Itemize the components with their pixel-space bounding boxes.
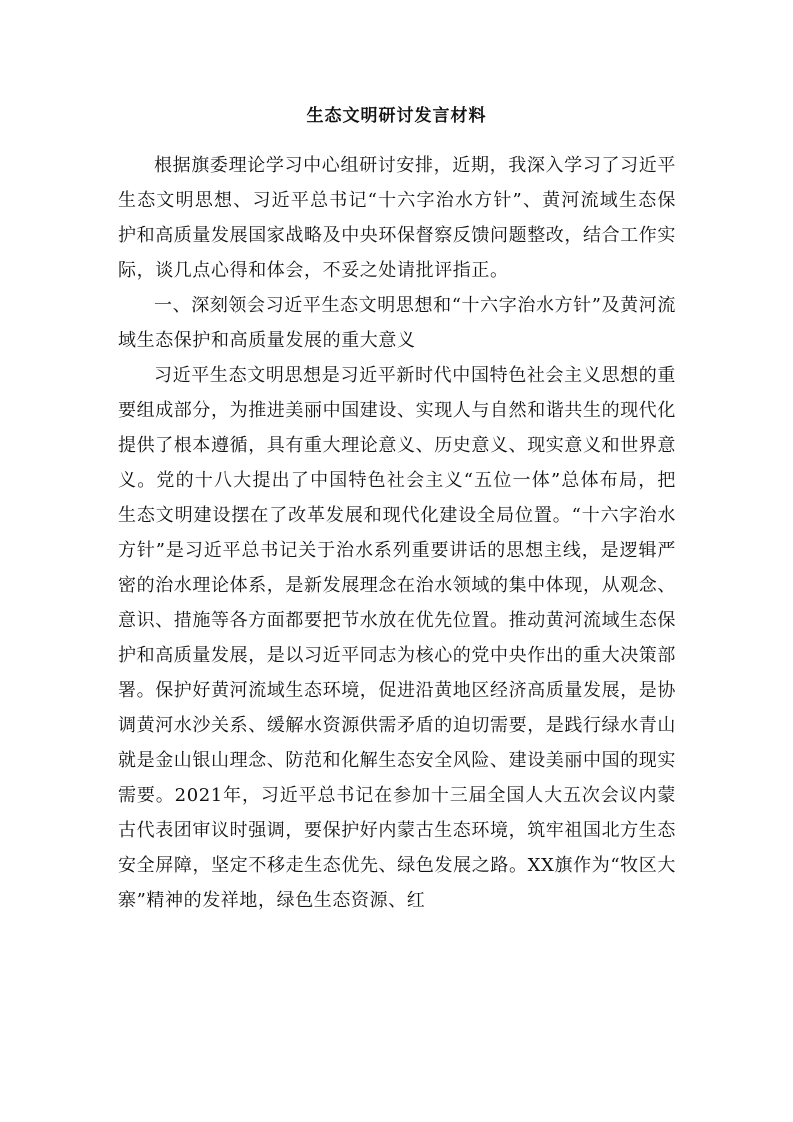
document-title: 生态文明研讨发言材料 (306, 106, 487, 126)
document-body (118, 148, 676, 918)
section-heading-1: 一、深刻领会习近平生态文明思想和“十六字治水方针”及黄河流域生态保护和高质量发展的重大意义 (118, 295, 676, 351)
paragraph-body: 习近平生态文明思想是习近平新时代中国特色社会主义思想的重要组成部分，为推进美丽中国建设、实现人与自然和谐共生的现代化提供了根本遵循，具有重大理论意义、历史意义、现实意义和世界意义。党的十八大提出了中国特色社会主义“五位一体”总体布局，把生态文明建设摆在了改革发展和现代化建设全局位置。“十六字治水方针”是习近平总书记关于治水系列重要讲话的思想主线，是逻辑严密的治水理论体系，是新发展理念在治水领域的集中体现，从观念、意识、措施等各方面都要把节水放在优先位置。推动黄河流域生态保护和高质量发展，是以习近平同志为核心的党中央作出的重大决策部署。保护好黄河流域生态环境，促进沿黄地区经济高质量发展，是协调黄河水沙关系、缓解水资源供需矛盾的迫切需要，是践行绿水青山就是金山银山理念、防范和化解生态安全风险、建设美丽中国的现实需要。2021年，习近平总书记在参加十三届全国人大五次会议内蒙古代表团审议时强调，要保护好内蒙古生态环境，筑牢祖国北方生态安全屏障，坚定不移走生态优先、绿色发展之路。XX旗作为“牧区大寨”精神的发祥地，绿色生态资源、红 (118, 365, 676, 911)
paragraph-intro: 根据旗委理论学习中心组研讨安排，近期，我深入学习了习近平生态文明思想、习近平总书记“十六字治水方针”、黄河流域生态保护和高质量发展国家战略及中央环保督察反馈问题整改，结合工作实际，谈几点心得和体会，不妥之处请批评指正。 (118, 155, 676, 281)
